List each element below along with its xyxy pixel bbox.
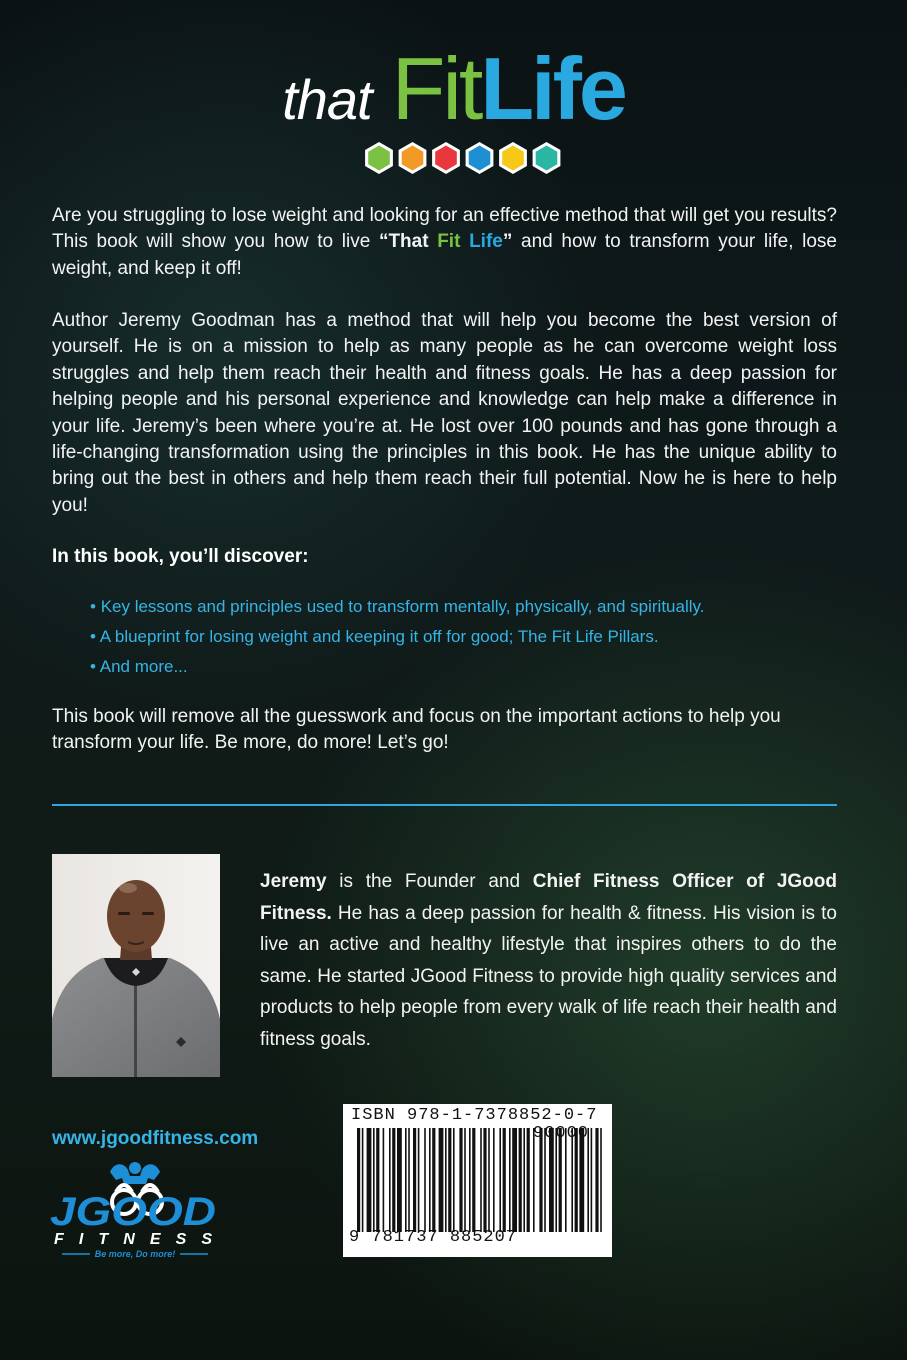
barcode-bar — [519, 1128, 522, 1232]
barcode-bar — [587, 1128, 589, 1232]
barcode-bar — [392, 1128, 395, 1232]
barcode-bar — [575, 1128, 578, 1232]
divider — [52, 804, 837, 806]
barcode-bar — [579, 1128, 584, 1232]
barcode-bar — [408, 1128, 410, 1232]
barcode-bar — [483, 1128, 486, 1232]
barcode-bar — [533, 1128, 535, 1232]
barcode-bar — [445, 1128, 447, 1232]
barcode-bar — [499, 1128, 501, 1232]
logo-sub-text: FITNESS — [54, 1231, 212, 1248]
barcode-bar — [357, 1128, 360, 1232]
barcode-bar — [362, 1128, 364, 1232]
barcode-bar — [429, 1128, 431, 1232]
closing-paragraph: This book will remove all the guesswork and focus on the important actions to help you transform your life. Be more, do more! Let’s go! — [52, 706, 781, 754]
barcode-bar — [413, 1128, 416, 1232]
barcode-bar — [453, 1128, 455, 1232]
barcode-bar — [493, 1128, 495, 1232]
barcode-bar — [544, 1128, 546, 1232]
intro-paragraph: Are you struggling to lose weight and looking for an effective method that will get you results? This book will show you how to live “That Fit Life” and how to transform your life, lose weight, and keep it off! — [52, 205, 837, 279]
logo-brand-text: JGOOD — [50, 1190, 216, 1234]
barcode-bar — [424, 1128, 426, 1232]
website-link[interactable]: www.jgoodfitness.com — [52, 1128, 259, 1149]
barcode-bar — [405, 1128, 407, 1232]
title-life: Life — [480, 39, 625, 138]
barcode-bar — [488, 1128, 490, 1232]
barcode-bar — [555, 1128, 557, 1232]
barcode-bar — [376, 1128, 379, 1232]
barcode-bar — [559, 1128, 562, 1232]
barcode-bar — [397, 1128, 402, 1232]
barcode-bars — [357, 1128, 602, 1232]
author-bio: Jeremy is the Founder and Chief Fitness Officer of JGood Fitness. He has a deep passion for health & fitness. His vision is to live an active and healthy lifestyle that inspires others to do the same. He started JGood Fitness to provide high quality services and products to help people from every walk of life reach their health and fitness goals. — [260, 871, 837, 1050]
barcode-bar — [432, 1128, 435, 1232]
list-item: • Key lessons and principles used to transform mentally, physically, and spiritually. — [90, 596, 704, 626]
barcode-bar — [527, 1128, 530, 1232]
logo-tagline: Be more, Do more! — [94, 1249, 176, 1259]
isbn-label: ISBN 978-1-7378852-0-7 — [351, 1106, 598, 1125]
ean-digits: 9 781737 885207 — [349, 1228, 518, 1247]
barcode-bar — [383, 1128, 385, 1232]
barcode-bar — [418, 1128, 420, 1232]
barcode-bar — [512, 1128, 517, 1232]
barcode-bar — [523, 1128, 525, 1232]
list-item: • And more... — [90, 656, 704, 686]
barcode-bar — [571, 1128, 573, 1232]
title-that: that — [282, 68, 372, 131]
title-fit: Fit — [391, 39, 481, 138]
list-item: • A blueprint for losing weight and keeping it off for good; The Fit Life Pillars. — [90, 626, 704, 656]
barcode-bar — [367, 1128, 372, 1232]
discover-heading: In this book, you’ll discover: — [52, 546, 309, 567]
author-paragraph: Author Jeremy Goodman has a method that will help you become the best version of yourself. He is on a mission to help as many people as he can overcome weight loss struggles and help them reach their health and fitness goals. He has a deep passion for helping people and his personal experience and knowledge can help make a difference in your life. Jeremy’s been where you’re at. He lost over 100 pounds and has gone through a life-changing transformation using the principles in this book. He has the unique ability to bring out the best in others and help them reach their full potential. Now he is here to help you! — [52, 310, 837, 516]
barcode-bar — [591, 1128, 593, 1232]
barcode-bar — [448, 1128, 451, 1232]
barcode-bar — [439, 1128, 444, 1232]
barcode-bar — [565, 1128, 567, 1232]
barcode-bar — [389, 1128, 391, 1232]
barcode-bar — [464, 1128, 466, 1232]
barcode-bar — [595, 1128, 598, 1232]
hexagon-row — [362, 140, 562, 176]
book-title — [0, 38, 907, 140]
barcode-bar — [549, 1128, 554, 1232]
barcode-bar — [459, 1128, 462, 1232]
barcode-bar — [509, 1128, 511, 1232]
author-photo — [52, 854, 220, 1077]
flexing-figure-icon — [110, 1162, 160, 1184]
isbn-barcode — [343, 1104, 612, 1257]
barcode-bar — [373, 1128, 375, 1232]
barcode-bar — [469, 1128, 471, 1232]
jgood-fitness-logo — [50, 1158, 220, 1262]
barcode-bar — [600, 1128, 602, 1232]
barcode-bar — [539, 1128, 542, 1232]
barcode-bar — [472, 1128, 475, 1232]
barcode-bar — [503, 1128, 506, 1232]
barcode-bar — [480, 1128, 482, 1232]
discover-list — [90, 596, 704, 686]
